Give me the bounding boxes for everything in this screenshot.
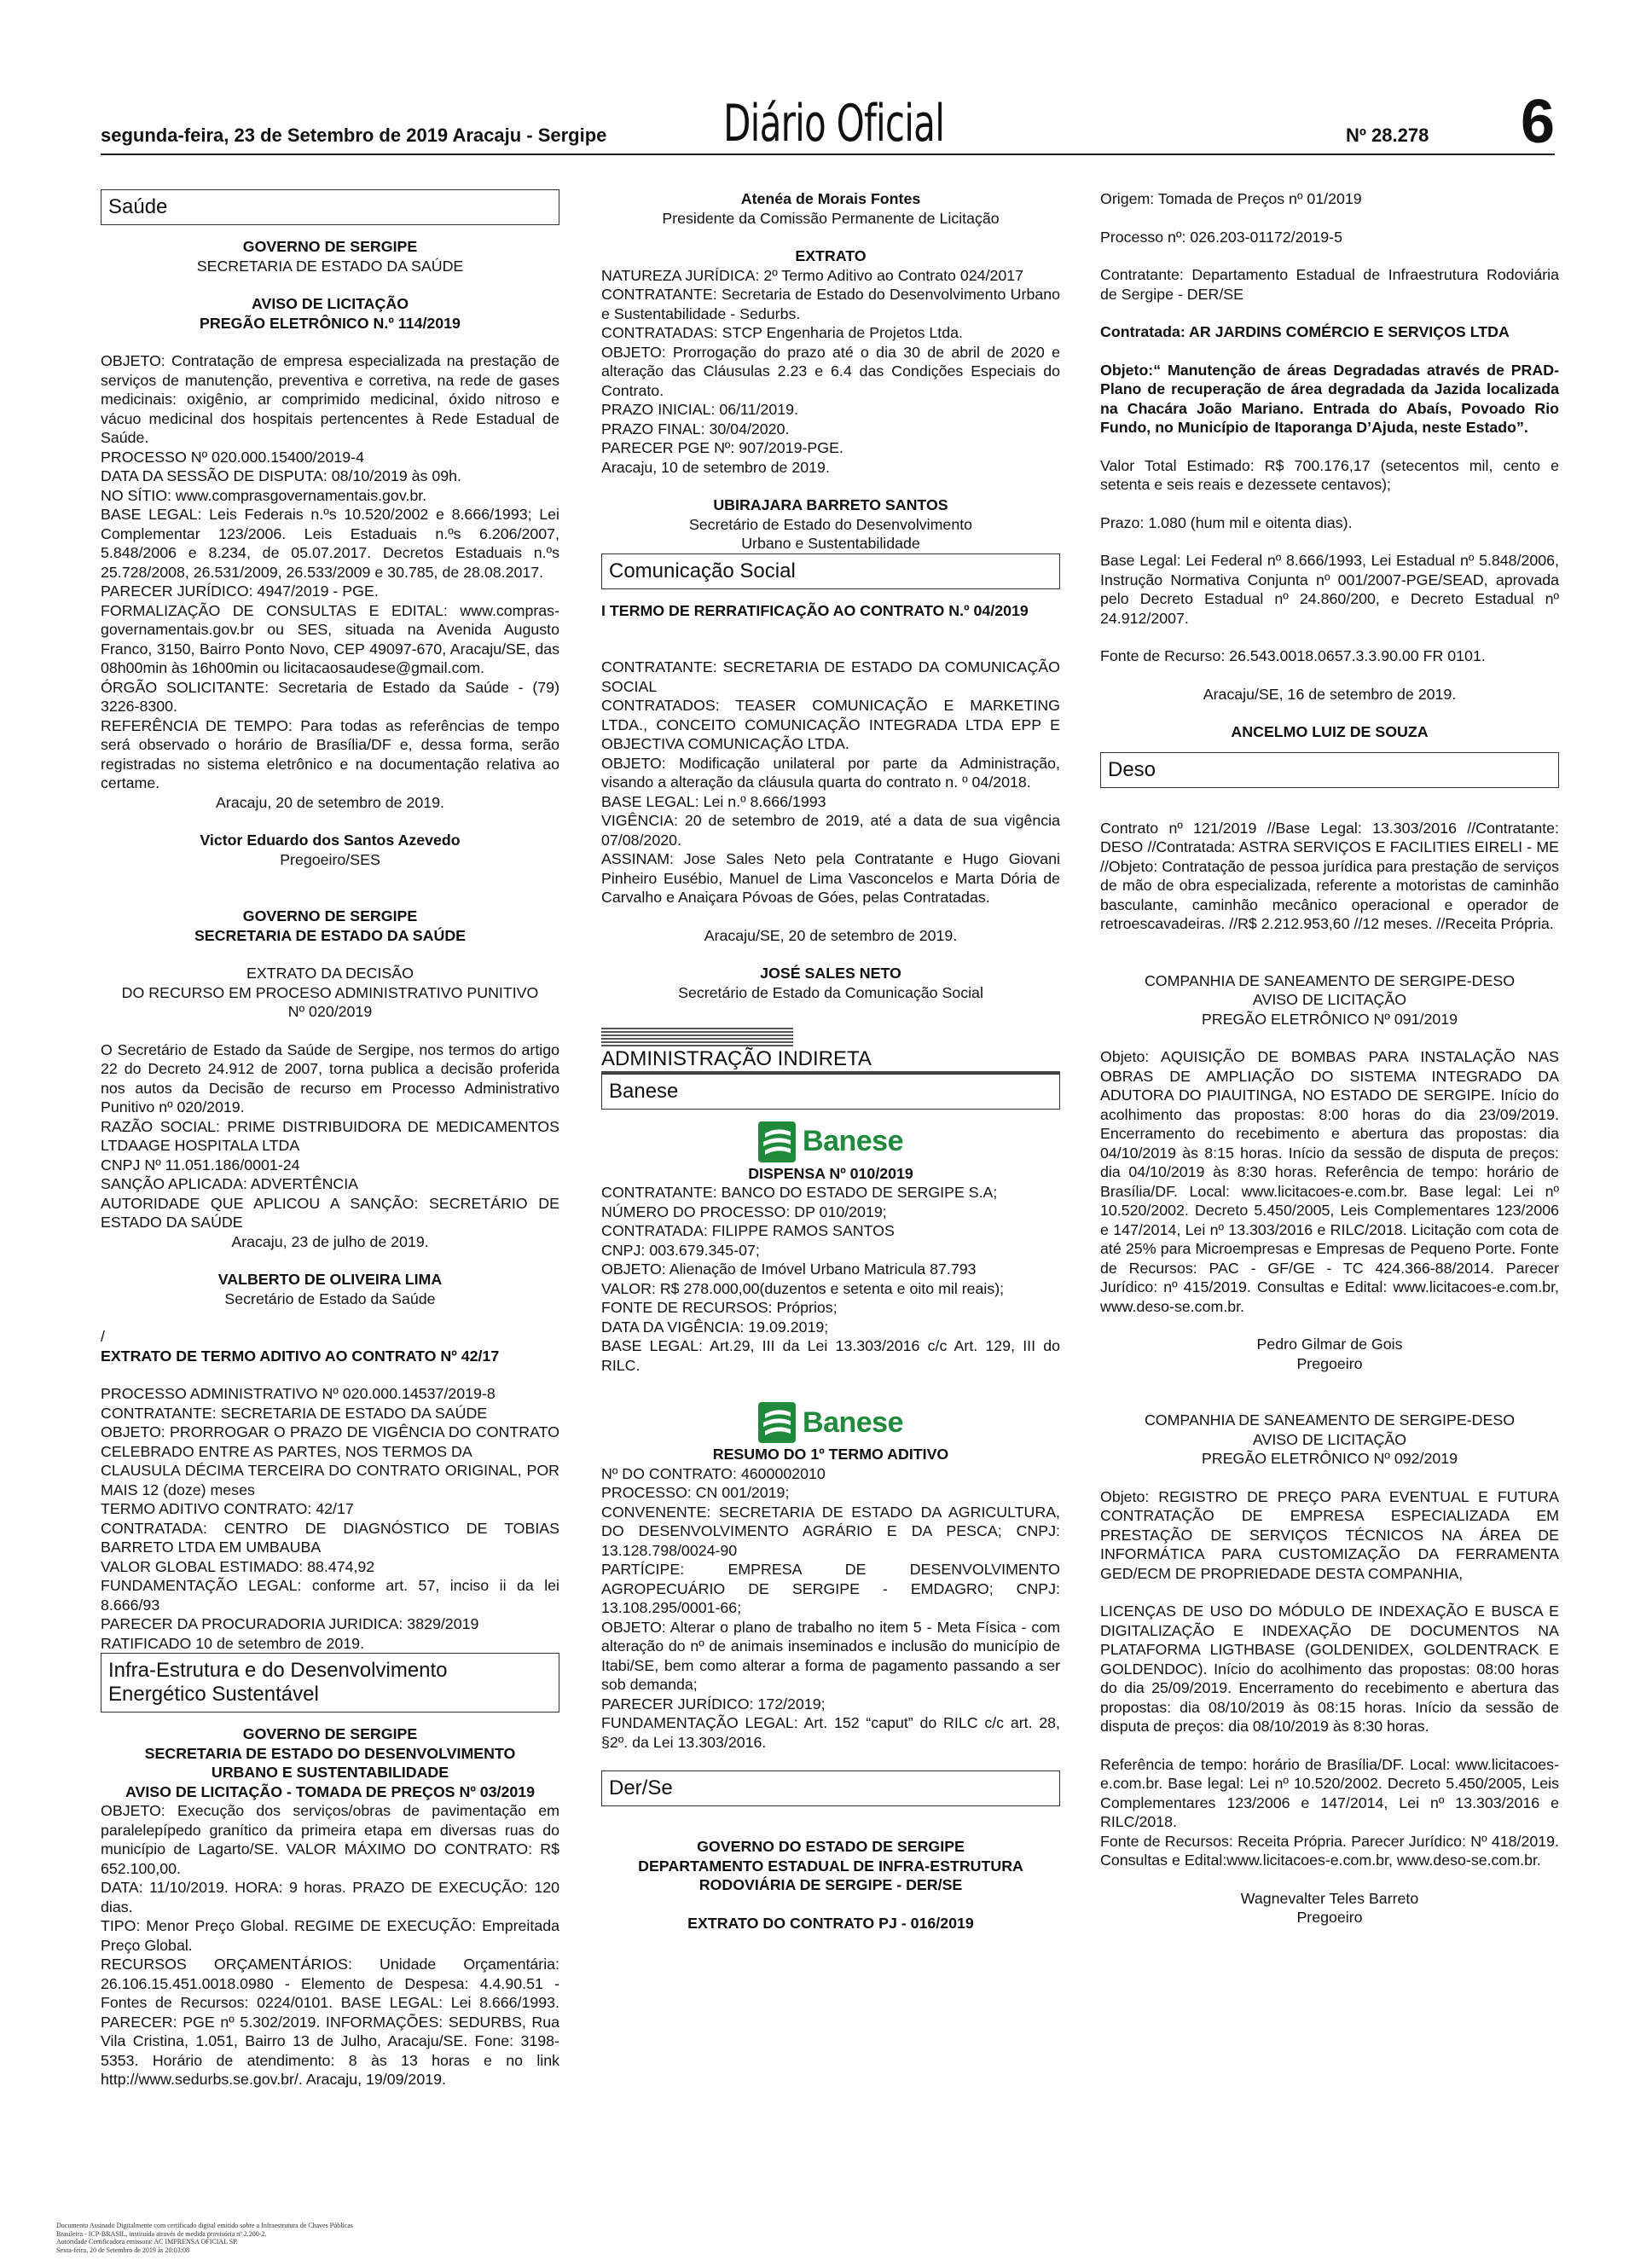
text-block: Contratante: Departamento Estadual de Infraestrutura Rodoviária de Sergipe - DER/SE: [1100, 266, 1559, 303]
text-block: Fonte de Recurso: 26.543.0018.0657.3.3.90.00 FR 0101.: [1100, 647, 1486, 664]
header-rule: [101, 154, 1555, 155]
text-block: Presidente da Comissão Permanente de Licitação: [662, 209, 1000, 227]
text-block: CONTRATANTE: SECRETARIA DE ESTADO DA COMUNICAÇÃO SOCIAL CONTRATADOS: TEASER COMUNICAÇÃO E MARKETING LTDA., CONCEITO COMUNICAÇÃO INTEGRADA LTDA EPP E OBJECTIVA COMUNICAÇÃO LTDA. OBJETO: Modificação unilateral por parte da Administração, visando a alteração da cláusula quarta do contrato n. º 04/2018. BASE LEGAL: Lei n.º 8.666/1993 VIGÊNCIA: 20 de setembro de 2019, até a data de sua vigência 07/08/2020. ASSINAM: Jose Sales Neto pela Contratante e Hugo Giovani Pinheiro Eusébio, Manuel de Lima Vasconcelos e Marta Dória de Carvalho e Anaiçara Póvoas de Góes, pelas Contratadas.: [601, 658, 1060, 906]
text-block: Objeto:“ Manutenção de áreas Degradadas através de PRAD- Plano de recuperação de área degradada da Jazida localizada na Chacára João Mariano. Entrada do Abaís, Povoado Rio Fundo, no Município de Itaporanga D’Ajuda, neste Estado”.: [1100, 361, 1559, 436]
text-block: VALBERTO DE OLIVEIRA LIMA: [217, 1271, 443, 1288]
section-banner-label: ADMINISTRAÇÃO INDIRETA: [601, 1046, 1060, 1074]
text-block: Secretário de Estado do Desenvolvimento Urbano e Sustentabilidade: [688, 515, 973, 552]
text-block: LICENÇAS DE USO DO MÓDULO DE INDEXAÇÃO E BUSCA E DIGITALIZAÇÃO E INDEXAÇÃO DE DOCUMENTOS NA PLATAFORMA LIGTHBASE (GOLDENIDEX, GOLDENTRACK E GOLDENDOC). Início do acolhimento das propostas: 08:00 horas do dia 25/09/2019. Encerramento do recebimento e abertura das propostas: dia 08/10/2019 às 08:15 horas. Início da sessão de disputa de preços: dia 08/10/2019 às 8:30 horas.: [1100, 1602, 1559, 1735]
text-block: GOVERNO DO ESTADO DE SERGIPE DEPARTAMENTO ESTADUAL DE INFRA-ESTRUTURA RODOVIÁRIA DE SERGIPE - DER/SE: [638, 1838, 1023, 1893]
section-heading-box: Der/Se: [601, 1770, 1060, 1806]
text-block: UBIRAJARA BARRETO SANTOS: [713, 496, 948, 513]
spacer: [1100, 1469, 1559, 1487]
text-block: NATUREZA JURÍDICA: 2º Termo Aditivo ao Contrato 024/2017 CONTRATANTE: Secretaria de Estado do Desenvolvimento Urbano e Sustentabilidade - Sedurbs. CONTRATADAS: STCP Engenharia de Projetos Ltda. OBJETO: Prorrogação do prazo até o dia 30 de abril de 2020 e alteração das Cláusulas 2.23 e 6.4 das Condições Especiais do Contrato. PRAZO INICIAL: 06/11/2019. PRAZO FINAL: 30/04/2020. PARECER PGE Nº: 907/2019-PGE. Aracaju, 10 de setembro de 2019.: [601, 266, 1060, 476]
spacer: [1100, 1392, 1559, 1411]
spacer: [1100, 209, 1559, 228]
text-block: OBJETO: Contratação de empresa especializada na prestação de serviços de manutenção, preventiva e corretiva, na rede de gases medicinais: oxigênio, ar comprimido medicinal, óxido nitroso e vácuo medicinal dos hospitais pertencentes à Rede Estadual de Saúde. PROCESSO Nº 020.000.15400/2019-4 DATA DA SESSÃO DE DISPUTA: 08/10/2019 às 09h. NO SÍTIO: www.comprasgovernamentais.gov.br. BASE LEGAL: Leis Federais n.ºs 10.520/2002 e 8.666/1993; Lei Complementar 123/2006. Leis Estaduais n.ºs 6.206/2007, 5.848/2006 e 8.234, de 05.07.2017. Decretos Estaduais n.ºs 25.728/2008, 26.531/2009, 26.533/2009 e 30.785, de 28.08.2017. PARECER JURÍDICO: 4947/2019 - PGE. FORMALIZAÇÃO DE CONSULTAS E EDITAL: www.compras-governamentais.gov.br ou SES, situada na Avenida Augusto Franco, 3150, Bairro Ponto Novo, CEP 49097-670, Aracaju/SE, das 08h00min às 16h00min ou licitacaosaudese@gmail.com. ÓRGÃO SOLICITANTE: Secretaria de Estado da Saúde - (79) 3226-8300. REFERÊNCIA DE TEMPO: Para todas as referências de tempo será observado o horário de Brasília/DF e, dessa forma, serão registradas no sistema eletrônico e na documentação relativa ao certame.: [101, 352, 559, 791]
spacer: [1100, 342, 1559, 361]
spacer: [1100, 246, 1559, 265]
spacer: [1100, 628, 1559, 646]
section-banner: [601, 1028, 1060, 1074]
spacer: [1100, 495, 1559, 513]
text-block: Aracaju/SE, 16 de setembro de 2019.: [1203, 685, 1457, 703]
column-left: [101, 189, 559, 2089]
text-block: Pedro Gilmar de Gois Pregoeiro: [1256, 1336, 1403, 1372]
section-banner-stripes: [601, 1028, 793, 1046]
spacer: [601, 1895, 1060, 1914]
spacer: [1100, 666, 1559, 685]
spacer: [101, 945, 559, 964]
spacer: [601, 477, 1060, 496]
banese-logo-wordmark: Banese: [803, 1125, 903, 1158]
page-header: [101, 88, 1555, 162]
spacer: [101, 869, 559, 888]
text-block: EXTRATO DO CONTRATO PJ - 016/2019: [687, 1914, 974, 1932]
spacer: [601, 945, 1060, 964]
banese-logo: [601, 1121, 1060, 1162]
text-block: Pregoeiro/SES: [280, 850, 380, 868]
page-number: 6: [1520, 88, 1555, 156]
text-block: SECRETARIA DE ESTADO DA SAÚDE: [196, 257, 464, 275]
banese-logo-wordmark: Banese: [803, 1405, 903, 1439]
spacer: [601, 907, 1060, 926]
spacer: [101, 1308, 559, 1327]
spacer: [1100, 1736, 1559, 1755]
text-block: Objeto: REGISTRO DE PREÇO PARA EVENTUAL E FUTURA CONTRATAÇÃO DE EMPRESA ESPECIALIZADA EM PRESTAÇÃO DE SERVIÇOS TÉCNICOS NA ÁREA DE INFORMÁTICA PARA CUSTOMIZAÇÃO DA FERRAMENTA GED/ECM DE PROPRIEDADE DESTA COMPANHIA,: [1100, 1487, 1559, 1582]
text-block: RESUMO DO 1º TERMO ADITIVO: [712, 1446, 949, 1463]
banese-logo: [601, 1402, 1060, 1443]
spacer: [1100, 438, 1559, 456]
text-block: COMPANHIA DE SANEAMENTO DE SERGIPE-DESO AVISO DE LICITAÇÃO PREGÃO ELETRÔNICO Nº 091/2019: [1144, 971, 1516, 1028]
text-block: Secretário de Estado da Saúde: [224, 1289, 436, 1307]
masthead-title: Diário Oficial: [723, 94, 945, 154]
spacer: [601, 1752, 1060, 1770]
spacer: [1100, 742, 1559, 752]
text-block: EXTRATO: [795, 247, 867, 264]
text-block: Secretário de Estado da Comunicação Social: [678, 983, 983, 1001]
text-block: Referência de tempo: horário de Brasília/DF. Local: www.licitacoes-e.com.br. Base legal: Lei nº 10.520/2002. Decreto 5.450/2005, Leis Complementares 123/2006 e 147/2014, Lei nº 13.303/2016 e RILC/2018. Fonte de Recursos: Receita Própria. Parecer Jurídico: Nº 418/2019. Consultas e Edital:www.licitacoes-e.com.br, www.deso-se.com.br.: [1100, 1755, 1559, 1869]
text-block: PROCESSO ADMINISTRATIVO Nº 020.000.14537/2019-8 CONTRATANTE: SECRETARIA DE ESTADO DA SAÚDE OBJETO: PRORROGAR O PRAZO DE VIGÊNCIA DO CONTRATO CELEBRADO ENTRE AS PARTES, NOS TERMOS DA CLAUSULA DÉCIMA TERCEIRA DO CONTRATO ORIGINAL, POR MAIS 12 (doze) meses TERMO ADITIVO CONTRATO: 42/17 CONTRATADA: CENTRO DE DIAGNÓSTICO DE TOBIAS BARRETO LTDA EM UMBAUBA VALOR GLOBAL ESTIMADO: 88.474,92 FUNDAMENTAÇÃO LEGAL: conforme art. 57, inciso ii da lei 8.666/93 PARECER DA PROCURADORIA JURIDICA: 3829/2019 RATIFICADO 10 de setembro de 2019.: [101, 1385, 559, 1652]
text-block: Valor Total Estimado: R$ 700.176,17 (setecentos mil, cento e setenta e seis reais e dezessete centavos);: [1100, 456, 1559, 493]
text-block: ANCELMO LUIZ DE SOUZA: [1231, 723, 1429, 740]
spacer: [601, 1818, 1060, 1837]
spacer: [601, 228, 1060, 246]
text-block: CONTRATANTE: BANCO DO ESTADO DE SERGIPE S.A; NÚMERO DO PROCESSO: DP 010/2019; CONTRATADA: FILIPPE RAMOS SANTOS CNPJ: 003.679.345-07; OBJETO: Alienação de Imóvel Urbano Matricula 87.793 VALOR: R$ 278.000,00(duzentos e setenta e oito mil reais); FONTE DE RECURSOS: Próprios; DATA DA VIGÊNCIA: 19.09.2019; BASE LEGAL: Art.29, III da Lei 13.303/2016 c/c Art. 129, III do RILC.: [601, 1184, 1060, 1374]
spacer: [1100, 953, 1559, 971]
text-block: Prazo: 1.080 (hum mil e oitenta dias).: [1100, 513, 1353, 531]
text-block: I TERMO DE RERRATIFICAÇÃO AO CONTRATO N.º 04/2019: [601, 601, 1029, 619]
spacer: [601, 1375, 1060, 1394]
spacer: [1100, 532, 1559, 551]
spacer: [101, 812, 559, 831]
spacer: [1100, 1583, 1559, 1602]
spacer: [1100, 1029, 1559, 1047]
text-block: Contrato nº 121/2019 //Base Legal: 13.303/2016 //Contratante: DESO //Contratada: ASTRA SERVIÇOS E FACILITIES EIRELI - ME //Objeto: Contratação de pessoa jurídica para prestação de serviços de mão de obra especializada, referente a motoristas de caminhão basculante, caminhão mecânico operacional e operador de retroescavadeiras. //R$ 2.212.953,60 //12 meses. //Receita Própria.: [1100, 819, 1559, 932]
spacer: [101, 888, 559, 907]
text-block: Contratada: AR JARDINS COMÉRCIO E SERVIÇOS LTDA: [1100, 323, 1510, 340]
text-block: AVISO DE LICITAÇÃO PREGÃO ELETRÔNICO N.º 114/2019: [200, 295, 461, 332]
text-block: Victor Eduardo dos Santos Azevedo: [200, 832, 461, 849]
digital-signature-note: Documento Assinado Digitalmente com certificado digital emitido sobre a Infraestrutura de Chaves Públicas Brasileira - ICP-BRASIL, instituída através de medida provisória nº 2.200-2. Autoridade Certificadora emissora: AC IMPRENSA OFICIAL SP. Sexta-feira, 20 de Setembro de 2019 às 20:03:08: [56, 2222, 353, 2254]
spacer: [601, 1002, 1060, 1021]
spacer: [1100, 704, 1559, 722]
spacer: [1100, 1373, 1559, 1392]
text-block: Origem: Tomada de Preços nº 01/2019: [1100, 190, 1362, 207]
spacer: [601, 620, 1060, 639]
spacer: [101, 1365, 559, 1384]
text-block: GOVERNO DE SERGIPE SECRETARIA DE ESTADO DA SAÚDE: [194, 907, 467, 944]
text-block: DISPENSA Nº 010/2019: [748, 1164, 913, 1182]
text-block: Atenéa de Morais Fontes: [740, 190, 921, 207]
spacer: [1100, 934, 1559, 953]
section-heading-box: Comunicação Social: [601, 553, 1060, 589]
text-block: O Secretário de Estado da Saúde de Sergipe, nos termos do artigo 22 do Decreto 24.912 de 2007, torna publica a decisão proferida nos autos da Decisão de recurso em Processo Administrativo Punitivo nº 020/2019. RAZÃO SOCIAL: PRIME DISTRIBUIDORA DE MEDICAMENTOS LTDAAGE HOSPITALA LTDA CNPJ Nº 11.051.186/0001-24 SANÇÃO APLICADA: ADVERTÊNCIA AUTORIDADE QUE APLICOU A SANÇÃO: SECRETÁRIO DE ESTADO DA SAÚDE: [101, 1040, 559, 1231]
header-date: segunda-feira, 23 de Setembro de 2019 Aracaju - Sergipe: [101, 125, 607, 146]
spacer: [101, 1022, 559, 1040]
text-block: COMPANHIA DE SANEAMENTO DE SERGIPE-DESO AVISO DE LICITAÇÃO PREGÃO ELETRÔNICO Nº 092/2019: [1144, 1411, 1516, 1467]
text-block: Base Legal: Lei Federal nº 8.666/1993, Lei Estadual nº 5.848/2006, Instrução Normativa Conjunta nº 001/2007-PGE/SEAD, aprovada pelo Decreto Estadual nº 24.860/200, e Decreto Estadual nº 24.912/2007.: [1100, 552, 1559, 627]
text-block: Nº DO CONTRATO: 4600002010 PROCESSO: CN 001/2019; CONVENENTE: SECRETARIA DE ESTADO DA AGRICULTURA, DO DESENVOLVIMENTO AGRÁRIO E DA PESCA; CNPJ: 13.128.798/0024-90 PARTÍCIPE: EMPRESA DE DESENVOLVIMENTO AGROPECUÁRIO DE SERGIPE - EMDAGRO; CNPJ: 13.108.295/0001-66; OBJETO: Alterar o plano de trabalho no item 5 - Meta Física - com alteração do nº de animais inseminados e inclusão do município de Itabi/SE, bem como alterar a forma de pagamento passando a ser sob demanda; PARECER JURÍDICO: 172/2019; FUNDAMENTAÇÃO LEGAL: Art. 152 “caput” do RILC c/c art. 28, §2º. da Lei 13.303/2016.: [601, 1464, 1060, 1751]
text-block: EXTRATO DA DECISÃO DO RECURSO EM PROCESO ADMINISTRATIVO PUNITIVO Nº 020/2019: [121, 965, 539, 1020]
banese-logo-icon: [758, 1402, 796, 1443]
spacer: [1100, 1316, 1559, 1335]
column-middle: [601, 189, 1060, 1933]
column-right: [1100, 189, 1559, 1927]
spacer: [601, 639, 1060, 658]
text-block: Processo nº: 026.203-01172/2019-5: [1100, 228, 1342, 246]
spacer: [1100, 1870, 1559, 1889]
spacer: [101, 1251, 559, 1270]
text-block: Objeto: AQUISIÇÃO DE BOMBAS PARA INSTALAÇÃO NAS OBRAS DE AMPLIAÇÃO DO SISTEMA INTEGRADO DA ADUTORA DO PIAUITINGA, NO ESTADO DE SERGIPE. Início do acolhimento das propostas: 8:00 horas do dia 23/09/2019. Encerramento do recebimento e abertura das propostas: dia 04/10/2019 às 8:15 horas. Início da sessão de disputa de preços: dia 04/10/2019 às 8:30 horas. Referência de tempo: horário de Brasília/DF. Local: www.licitacoes-e.com.br. Base legal: Lei nº 10.520/2002. Decreto 5.450/2005, Leis Complementares 123/2006 e 147/2014, Lei nº 13.303/2016 e RILC/2018. Licitação com cota de até 25% para Microempresas e Empresas de Pequeno Porte. Fonte de Recursos: PAC - GF/GE - TC 424.366-88/2014. Parecer Jurídico: nº 415/2019. Consultas e Edital: www.licitacoes-e.com.br, www.deso-se.com.br.: [1100, 1048, 1559, 1315]
section-heading-box: Deso: [1100, 752, 1559, 788]
banese-logo-icon: [758, 1121, 796, 1162]
section-heading-box: Saúde: [101, 189, 559, 225]
spacer: [101, 333, 559, 351]
text-block: EXTRATO DE TERMO ADITIVO AO CONTRATO Nº 42/17: [101, 1347, 500, 1365]
issue-number: Nº 28.278: [1346, 125, 1429, 146]
text-block: OBJETO: Execução dos serviços/obras de pavimentação em paralelepípedo granítico da primeira etapa em diversas ruas do município de Lagarto/SE. VALOR MÁXIMO DO CONTRATO: R$ 652.100,00. DATA: 11/10/2019. HORA: 9 horas. PRAZO DE EXECUÇÃO: 120 dias. TIPO: Menor Preço Global. REGIME DE EXECUÇÃO: Empreitada Preço Global. RECURSOS ORÇAMENTÁRIOS: Unidade Orçamentária: 26.106.15.451.0018.0980 - Elemento de Despesa: 4.4.90.51 - Fontes de Recursos: 0224/0101. BASE LEGAL: Lei 8.666/1993. PARECER: PGE nº 5.302/2019. INFORMAÇÕES: SEDURBS, Rua Vila Cristina, 1.051, Bairro 13 de Julho, Aracaju/SE. Fone: 3198-5353. Horário de atendimento: 8 às 13 horas e no link http://www.sedurbs.se.gov.br/. Aracaju, 19/09/2019.: [101, 1802, 559, 2088]
text-block: Wagnevalter Teles Barreto Pregoeiro: [1240, 1889, 1419, 1926]
text-block: GOVERNO DE SERGIPE: [242, 238, 418, 255]
section-heading-box: Banese: [601, 1074, 1060, 1110]
text-block: Aracaju/SE, 20 de setembro de 2019.: [704, 926, 958, 944]
section-heading-box: Infra-Estrutura e do Desenvolvimento Energético Sustentável: [101, 1653, 559, 1713]
text-block: JOSÉ SALES NETO: [760, 965, 901, 982]
spacer: [1100, 304, 1559, 322]
text-block: Aracaju, 20 de setembro de 2019.: [216, 793, 444, 811]
text-block: Aracaju, 23 de julho de 2019.: [231, 1232, 429, 1250]
text-block: GOVERNO DE SERGIPE SECRETARIA DE ESTADO DO DESENVOLVIMENTO URBANO E SUSTENTABILIDADE AVISO DE LICITAÇÃO - TOMADA DE PREÇOS Nº 03/2019: [125, 1725, 536, 1800]
spacer: [101, 275, 559, 294]
spacer: [1100, 800, 1559, 819]
text-block: /: [101, 1328, 105, 1345]
